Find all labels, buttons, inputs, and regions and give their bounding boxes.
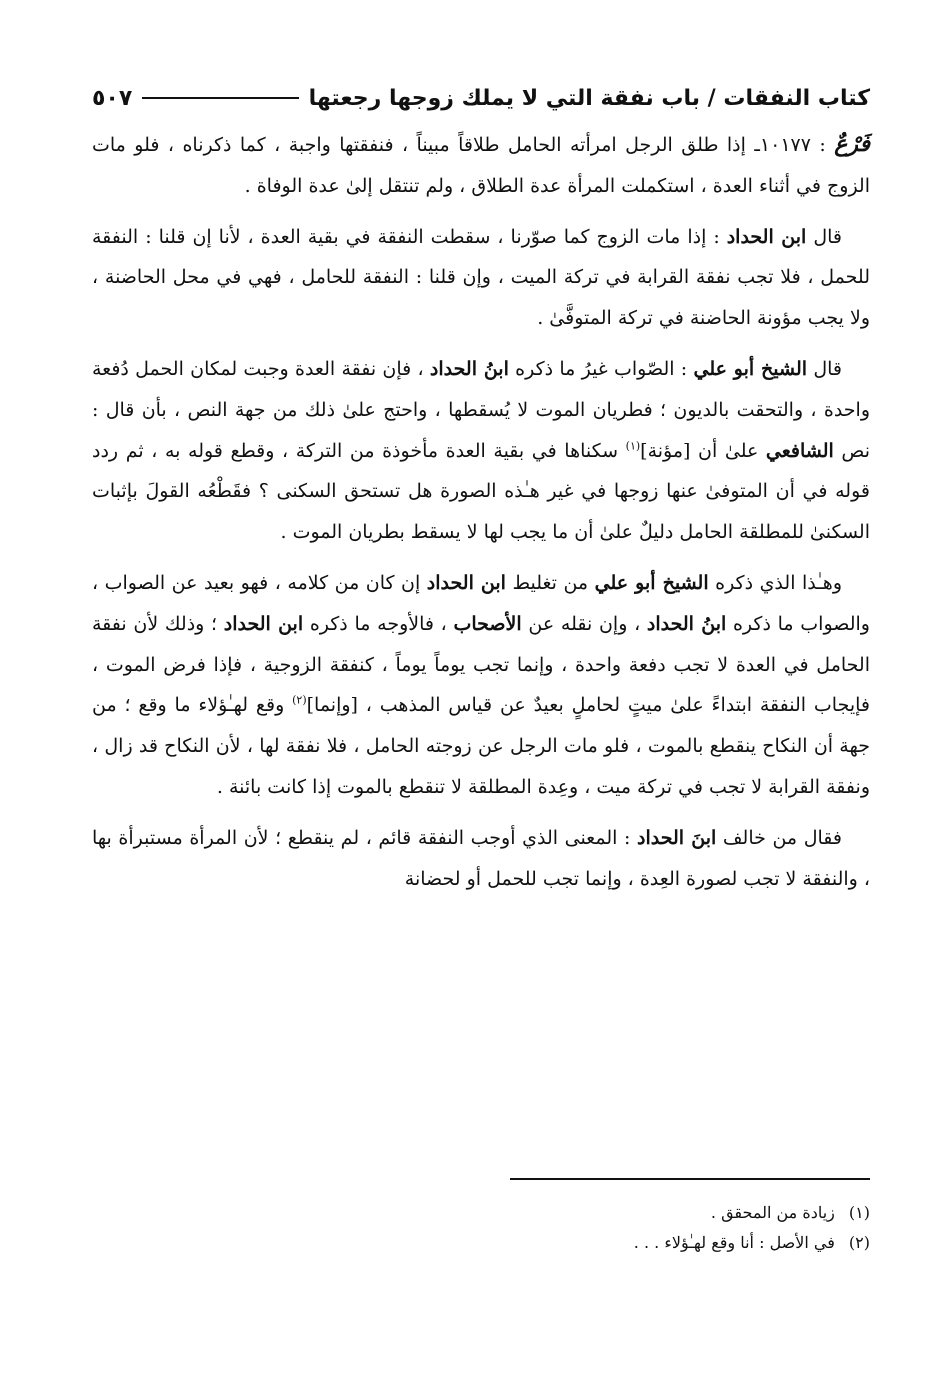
paragraph-5 — [92, 818, 870, 900]
body-text — [92, 124, 870, 909]
running-header — [92, 80, 870, 116]
footnote-2 — [92, 1228, 870, 1258]
text-run: وهـٰذا الذي ذكره — [708, 571, 842, 594]
footnote-text: زيادة من المحقق . — [710, 1203, 835, 1222]
footnote-text: في الأصل : أنا وقع لهـٰؤلاء . . . — [633, 1233, 835, 1252]
running-title: كتاب النفقات / باب نفقة التي لا يملك زوجها رجعتها — [308, 85, 870, 111]
text-run: : إذا مات الزوج كما صوّرنا ، سقطت النفقة في بقية العدة ، لأنا إن قلنا : النفقة للحمل ، فلا تجب نفقة القرابة في تركة الميت ، وإن قلنا : النفقة للحامل ، فهي في محل الحاضنة ، ولا يجب مؤونة الحاضنة في تركة المتوفَّىٰ . — [92, 225, 870, 330]
scholar-name: ابن الحداد — [223, 612, 304, 635]
text-run: فقال من خالف — [716, 826, 842, 849]
text-run: ، فإن نفقة العدة وجبت لمكان الحمل دُفعة واحدة ، والتحقت بالديون ؛ فطريان الموت لا يُسقطها ، واحتج علىٰ ذلك من جهة النص ، بأن قال : نص — [92, 357, 870, 462]
faraa-marker: فَرْعٌ — [834, 131, 870, 157]
footnote-number: (٢) — [848, 1233, 870, 1252]
paragraph-1 — [92, 124, 870, 207]
footnote-ref: (١) — [625, 439, 641, 453]
text-run: علىٰ أن [مؤنة] — [640, 439, 766, 462]
text-run: : المعنى الذي أوجب النفقة قائم ، لم ينقطع ؛ لأن المرأة مستبرأة بها ، والنفقة لا تجب لصورة العِدة ، وإنما تجب للحمل أو لحضانة — [92, 826, 870, 890]
footnote-1 — [92, 1198, 870, 1228]
footnote-rule — [510, 1178, 870, 1180]
text-run: ؛ وذلك لأن نفقة الحامل في العدة لا تجب دفعة واحدة ، وإنما تجب يوماً يوماً ، كنفقة الزوجية ، فإذا فرض الموت ، فإيجاب النفقة ابتداءً علىٰ ميتٍ لحاملٍ بعيدٌ عن قياس المذهب ، [وإنما] — [92, 612, 870, 717]
text-run: : الصّواب غيرُ ما ذكره — [508, 357, 694, 380]
text-run: وقع لهـٰؤلاء ما وقع ؛ من جهة أن النكاح ينقطع بالموت ، فلو مات الرجل عن زوجته الحامل ، فلا نفقة لها ، لأن النكاح قد زال ، ونفقة القرابة لا تجب في تركة ميت ، وعِدة المطلقة لا تنقطع بالموت إذا كانت بائنة . — [92, 694, 870, 798]
text-run: إن كان من كلامه ، فهو بعيد عن الصواب ، والصواب ما ذكره — [92, 571, 870, 635]
footnotes — [92, 1198, 870, 1258]
text-run: ، وإن نقله عن — [521, 612, 647, 635]
scholar-name: الشافعي — [765, 439, 834, 462]
footnote-number: (١) — [848, 1203, 870, 1222]
page-number: ٥٠٧ — [92, 85, 133, 111]
scholar-name: الشيخ أبو علي — [594, 571, 709, 594]
text-run: ، فالأوجه ما ذكره — [303, 612, 454, 635]
scholar-name: ابنَ الحداد — [637, 826, 717, 849]
text-run: سكناها في بقية العدة مأخوذة من التركة ، وقطع قوله به ، ثم ردد قوله في أن المتوفىٰ عنها زوجها في غير هـٰذه الصورة هل تستحق السكنى ؟ فقَطْعُه القولَ بإثبات السكنىٰ للمطلقة الحامل دليلٌ علىٰ أن ما يجب لها لا يسقط بطريان الموت . — [92, 439, 870, 544]
text-run: قال — [807, 357, 842, 380]
scholar-name: الشيخ أبو علي — [693, 357, 808, 380]
text-run: قال — [806, 225, 842, 248]
book-page — [92, 0, 870, 1394]
header-rule — [142, 97, 298, 99]
scholar-name: ابن الحداد — [426, 571, 506, 594]
paragraph-1-text: : ١٠١٧٧ـ إذا طلق الرجل امرأته الحامل طلاقاً مبيناً ، فنفقتها واجبة ، كما ذكرناه ، فلو مات الزوج في أثناء العدة ، استكملت المرأة عدة الطلاق ، ولم تنتقل إلىٰ عدة الوفاة . — [92, 134, 870, 197]
paragraph-4 — [92, 563, 870, 808]
scholar-name: ابن الحداد — [726, 225, 807, 248]
scholar-name: الأصحاب — [453, 612, 522, 635]
text-run: من تغليط — [505, 571, 595, 594]
scholar-name: ابنُ الحداد — [429, 357, 509, 380]
scholar-name: ابنُ الحداد — [646, 612, 727, 635]
paragraph-2 — [92, 217, 870, 339]
paragraph-3 — [92, 349, 870, 553]
footnote-ref: (٢) — [292, 694, 307, 708]
